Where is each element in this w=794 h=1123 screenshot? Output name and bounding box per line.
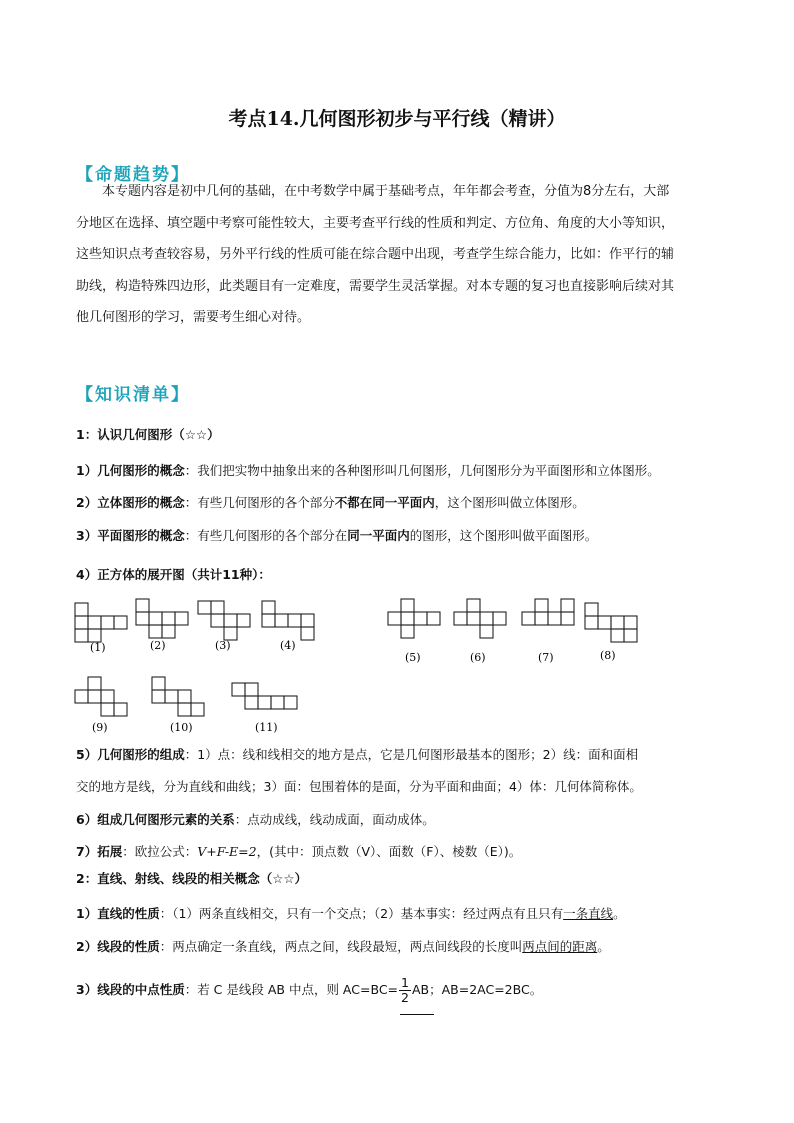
euler-formula: V+F-E=2: [197, 844, 257, 859]
k2-item-2: [76, 937, 610, 955]
k1-item-5: [76, 745, 638, 763]
net-square: [162, 625, 175, 638]
item-text: ：（1）两条直线相交，只有一个交点；（2）基本事实：经过两点有且只有: [159, 906, 564, 921]
net-square: [262, 614, 275, 627]
k2-item-1: [76, 904, 626, 922]
net-square: [191, 703, 204, 716]
net-label: (4): [280, 639, 296, 652]
item-label: 3）平面图形的概念: [76, 528, 185, 543]
k2-item-3: [76, 976, 542, 1005]
net-square: [237, 614, 250, 627]
net-square: [480, 625, 493, 638]
cube-net-8: [585, 603, 637, 642]
net-square: [245, 696, 258, 709]
page-title: 考点14.几何图形初步与平行线（精讲）: [228, 108, 566, 130]
net-square: [165, 690, 178, 703]
net-square: [101, 616, 114, 629]
k1-title: 1：认识几何图形（☆☆）: [76, 427, 220, 442]
net-square: [198, 601, 211, 614]
item-text: ：有些几何图形的各个部分: [184, 495, 335, 510]
net-square: [149, 612, 162, 625]
net-square: [480, 612, 493, 625]
net-square: [535, 612, 548, 625]
net-square: [454, 612, 467, 625]
item-text: ：若 C 是线段 AB 中点，则 AC=BC=: [184, 982, 399, 997]
fraction-numerator: 1: [401, 975, 409, 990]
section-heading-knowledge: 【知识清单】: [76, 385, 190, 405]
item-label: 2）立体图形的概念: [76, 495, 185, 510]
net-square: [245, 683, 258, 696]
net-square: [288, 614, 301, 627]
net-square: [561, 599, 574, 612]
net-square: [101, 690, 114, 703]
net-square: [522, 612, 535, 625]
net-square: [152, 677, 165, 690]
net-square: [88, 616, 101, 629]
net-square: [467, 599, 480, 612]
item-text: ：两点确定一条直线，两点之间，线段最短，两点间线段的长度叫: [159, 939, 523, 954]
net-label: (9): [92, 721, 108, 734]
k1-item-2: [76, 493, 585, 511]
net-square: [178, 703, 191, 716]
k1-item-1: [76, 461, 660, 479]
net-square: [136, 612, 149, 625]
net-square: [535, 599, 548, 612]
cube-net-4: [262, 601, 314, 640]
net-label: (6): [470, 651, 486, 664]
net-square: [611, 629, 624, 642]
net-square: [301, 627, 314, 640]
item-text: ，(其中：顶点数（V）、面数（F）、棱数（E）)。: [256, 844, 522, 859]
net-square: [427, 612, 440, 625]
net-square: [301, 614, 314, 627]
net-label: (3): [215, 639, 231, 652]
cube-nets-svg: [70, 595, 710, 745]
net-square: [585, 616, 598, 629]
item-label: 7）拓展: [76, 844, 123, 859]
intro-line: 他几何图形的学习，需要考生细心对待。: [76, 310, 311, 325]
net-square: [611, 616, 624, 629]
net-square: [162, 612, 175, 625]
net-label: (7): [538, 651, 554, 664]
net-square: [624, 616, 637, 629]
net-square: [114, 616, 127, 629]
net-label: (1): [90, 641, 106, 654]
net-square: [561, 612, 574, 625]
net-square: [101, 703, 114, 716]
item-text: 。: [613, 906, 626, 921]
net-square: [401, 599, 414, 612]
net-square: [75, 603, 88, 616]
item-text: ：1）点：线和线相交的地方是点，它是几何图形最基本的图形；2）线：面和面相: [184, 747, 639, 762]
net-square: [211, 601, 224, 614]
net-label: (11): [255, 721, 278, 734]
intro-paragraph: [76, 176, 724, 334]
net-square: [271, 696, 284, 709]
net-square: [548, 612, 561, 625]
k1-item-7: [76, 842, 521, 860]
net-square: [75, 629, 88, 642]
net-square: [149, 625, 162, 638]
net-square: [258, 696, 271, 709]
net-square: [624, 629, 637, 642]
cube-net-9: [75, 677, 127, 716]
item-label: 6）组成几何图形元素的关系: [76, 812, 235, 827]
item-underline: 两点间的距离: [522, 939, 598, 954]
intro-line: 分地区在选择、填空题中考察可能性较大，主要考查平行线的性质和判定、方位角、角度的大小等知识，: [76, 215, 675, 231]
intro-line: 这些知识点考查较容易，另外平行线的性质可能在综合题中出现，考查学生综合能力，比如：作平行的辅: [76, 247, 675, 262]
net-square: [585, 603, 598, 616]
cube-nets-figure: [70, 595, 710, 745]
net-square: [275, 614, 288, 627]
item-emphasis: 同一平面内: [347, 528, 410, 543]
net-square: [401, 612, 414, 625]
cube-net-1: [75, 603, 127, 642]
net-square: [75, 690, 88, 703]
item-text: ，这个图形叫做立体图形。: [434, 495, 585, 510]
cube-net-10: [152, 677, 204, 716]
net-square: [75, 616, 88, 629]
cube-net-2: [136, 599, 188, 638]
net-square: [136, 599, 149, 612]
fraction-underline: [400, 1014, 434, 1015]
net-square: [493, 612, 506, 625]
net-square: [114, 703, 127, 716]
item-label: 2）线段的性质: [76, 939, 160, 954]
net-square: [598, 616, 611, 629]
item-text: 。: [597, 939, 610, 954]
item-text: ：欧拉公式：: [122, 844, 198, 859]
net-square: [262, 601, 275, 614]
net-square: [88, 677, 101, 690]
item-label: 1）几何图形的概念: [76, 463, 185, 478]
k1-item-3: [76, 526, 597, 544]
section-heading-trend: 【命题趋势】: [76, 165, 190, 185]
cube-net-3: [198, 601, 250, 640]
intro-line: 助线，构造特殊四边形，此类题目有一定难度，需要学生灵活掌握。对本专题的复习也直接影响后续对其: [76, 278, 675, 294]
intro-line: 本专题内容是初中几何的基础，在中考数学中属于基础考点，年年都会考查，分值为8分左右，大部: [102, 184, 670, 199]
item-text: ：我们把实物中抽象出来的各种图形叫几何图形，几何图形分为平面图形和立体图形。: [184, 463, 660, 478]
net-square: [88, 690, 101, 703]
net-square: [284, 696, 297, 709]
net-label: (2): [150, 639, 166, 652]
cube-net-11: [232, 683, 297, 709]
item-label: 1）直线的性质: [76, 906, 160, 921]
item-label: 5）几何图形的组成: [76, 747, 185, 762]
net-square: [175, 612, 188, 625]
item-text: ：点动成线，线动成面，面动成体。: [234, 812, 435, 827]
net-label: (8): [600, 649, 616, 662]
item-underline: 一条直线: [563, 906, 614, 921]
k1-item-5-cont: 交的地方是线，分为直线和曲线；3）面：包围着体的是面，分为平面和曲面；4）体：几何体简称体。: [76, 779, 642, 794]
k2-title: 2：直线、射线、线段的相关概念（☆☆）: [76, 871, 308, 886]
cube-net-7: [522, 599, 574, 625]
item-text: ：有些几何图形的各个部分在: [184, 528, 348, 543]
fraction-one-half: [399, 976, 411, 1005]
k1-item-6: [76, 810, 435, 828]
item-text: AB；AB=2AC=2BC。: [411, 982, 543, 997]
net-square: [414, 612, 427, 625]
item-text: 的图形，这个图形叫做平面图形。: [409, 528, 598, 543]
net-square: [211, 614, 224, 627]
cube-net-5: [388, 599, 440, 638]
net-square: [401, 625, 414, 638]
net-square: [224, 614, 237, 627]
net-square: [388, 612, 401, 625]
net-label: (10): [170, 721, 193, 734]
fraction-denominator: 2: [401, 990, 409, 1005]
item-emphasis: 不都在同一平面内: [334, 495, 435, 510]
net-square: [467, 612, 480, 625]
net-square: [232, 683, 245, 696]
net-square: [152, 690, 165, 703]
net-label: (5): [405, 651, 421, 664]
net-square: [178, 690, 191, 703]
item-label: 3）线段的中点性质: [76, 982, 185, 997]
k1-item-4-title: 4）正方体的展开图（共计11种）：: [76, 567, 271, 582]
cube-net-6: [454, 599, 506, 638]
